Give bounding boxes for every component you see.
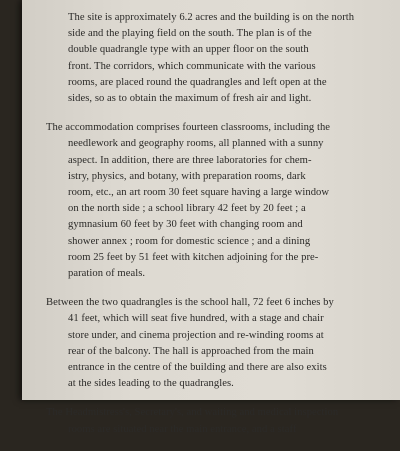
- text-line: store under, and cinema projection and re-winding rooms at: [68, 329, 324, 341]
- text-line: front. The corridors, which communicate with the various: [68, 60, 316, 72]
- text-line: shower annex ; room for domestic science ; and a dining: [68, 235, 311, 247]
- text-line: needlework and geography rooms, all planned with a sunny: [68, 138, 324, 150]
- text-line: The accommodation comprises fourteen classrooms, including the: [46, 122, 331, 134]
- paragraph-site: [46, 10, 390, 107]
- paragraph-school-hall: [46, 295, 390, 392]
- body-text: [46, 10, 390, 451]
- text-line: Between the two quadrangles is the school hall, 72 feet 6 inches by: [46, 297, 334, 309]
- text-line: The site is approximately 6.2 acres and the building is on the north: [68, 12, 355, 23]
- text-line: 41 feet, which will seat five hundred, with a stage and chair: [68, 313, 324, 325]
- text-line: rooms, are placed round the quadrangles and left open at the: [68, 76, 327, 88]
- text-line: The Headmistress's, Secretary's, and waiting and medical inspection: [46, 407, 339, 419]
- text-line: room 25 feet by 51 feet with kitchen adjoining for the pre-: [68, 251, 319, 263]
- text-line: aspect. In addition, there are three laboratories for chem-: [68, 154, 312, 166]
- text-line: side and the playing field on the south. The plan is of the: [68, 28, 312, 40]
- text-line: istry, physics, and botany, with preparation rooms, dark: [68, 170, 306, 182]
- paragraph-headmistress: [46, 405, 390, 437]
- text-line: rooms are situated near the main entrance, and a staff: [68, 423, 297, 435]
- text-line: room, etc., an art room 30 feet square having a large window: [68, 187, 330, 199]
- book-page: [22, 0, 400, 435]
- text-line: paration of meals.: [68, 268, 146, 280]
- text-line: sides, so as to obtain the maximum of fresh air and light.: [68, 93, 312, 105]
- text-line: rear of the balcony. The hall is approached from the main: [68, 345, 314, 357]
- text-line: on the north side ; a school library 42 feet by 20 feet ; a: [68, 203, 306, 215]
- text-line: gymnasium 60 feet by 30 feet with changing room and: [68, 219, 303, 231]
- text-line: at the sides leading to the quadrangles.: [68, 378, 234, 390]
- text-line: entrance in the centre of the building and there are also exits: [68, 362, 327, 374]
- paragraph-accommodation: [46, 120, 390, 282]
- text-line: double quadrangle type with an upper floor on the south: [68, 44, 309, 56]
